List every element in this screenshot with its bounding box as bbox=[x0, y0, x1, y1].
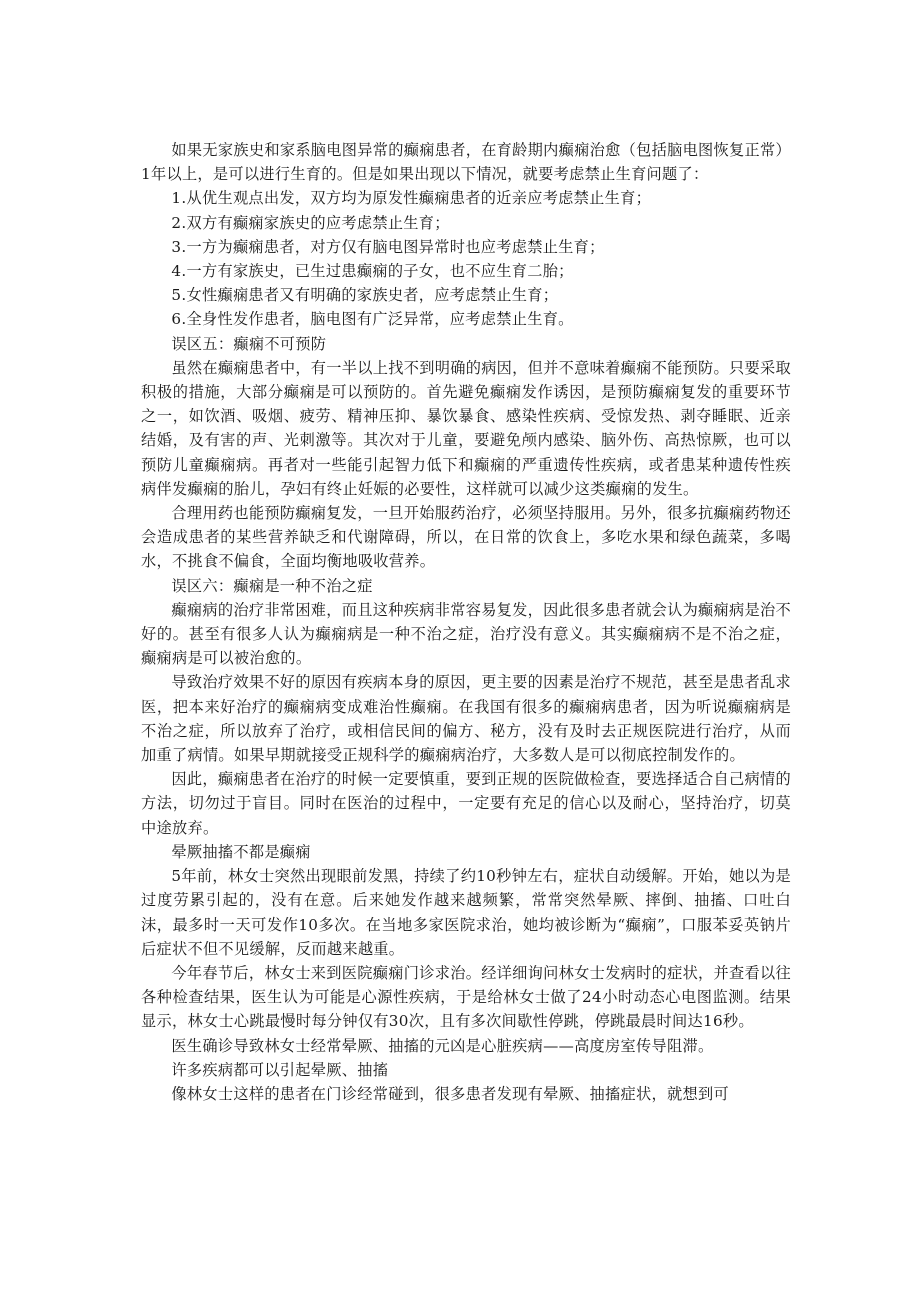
body-paragraph: 因此，癫痫患者在治疗的时候一定要慎重，要到正规的医院做检查，要选择适合自己病情的方法，切勿过于盲目。同时在医治的过程中，一定要有充足的信心以及耐心，坚持治疗，切莫中途放弃。 bbox=[141, 770, 791, 837]
body-paragraph: 像林女士这样的患者在门诊经常碰到，很多患者发现有晕厥、抽搐症状，就想到可 bbox=[171, 1084, 729, 1103]
body-paragraph: 癫痫病的治疗非常困难，而且这种疾病非常容易复发，因此很多患者就会认为癫痫病是治不好的。甚至有很多人认为癫痫病是一种不治之症，治疗没有意义。其实癫痫病不是不治之症，癫痫病是可以被治愈的。 bbox=[141, 600, 791, 668]
section-heading-causes: 许多疾病都可以引起晕厥、抽搐 bbox=[171, 1060, 389, 1079]
section-heading-myth-5: 误区五：癫痫不可预防 bbox=[171, 334, 327, 353]
list-item-3: 3.一方为癫痫患者，对方仅有脑电图异常时也应考虑禁止生育； bbox=[171, 237, 605, 256]
document-page bbox=[141, 138, 791, 1106]
section-heading-syncope: 晕厥抽搐不都是癫痫 bbox=[171, 842, 311, 861]
section-heading-myth-6: 误区六：癫痫是一种不治之症 bbox=[171, 576, 373, 595]
body-paragraph: 导致治疗效果不好的原因有疾病本身的原因，更主要的因素是治疗不规范，甚至是患者乱求医，把本来好治疗的癫痫病变成难治性癫痫。在我国有很多的癫痫病患者，因为听说癫痫病是不治之症，所以放弃了治疗，或相信民间的偏方、秘方，没有及时去正规医院进行治疗，从而加重了病情。如果早期就接受正规科学的癫痫病治疗，大多数人是可以彻底控制发作的。 bbox=[141, 673, 791, 765]
list-item-1: 1.从优生观点出发，双方均为原发性癫痫患者的近亲应考虑禁止生育； bbox=[171, 189, 652, 208]
body-paragraph: 虽然在癫痫患者中，有一半以上找不到明确的病因，但并不意味着癫痫不能预防。只要采取积极的措施，大部分癫痫是可以预防的。首先避免癫痫发作诱因，是预防癫痫复发的重要环节之一，如饮酒、吸烟、疲劳、精神压抑、暴饮暴食、感染性疾病、受惊发热、剥夺睡眠、近亲结婚，及有害的声、光刺激等。其次对于儿童，要避免颅内感染、脑外伤、高热惊厥，也可以预防儿童癫痫病。再者对一些能引起智力低下和癫痫的严重遗传性疾病，或者患某种遗传性疾病伴发癫痫的胎儿，孕妇有终止妊娠的必要性，这样就可以减少这类癫痫的发生。 bbox=[141, 358, 791, 498]
list-item-5: 5.女性癫痫患者又有明确的家族史者，应考虑禁止生育； bbox=[171, 286, 559, 305]
list-item-6: 6.全身性发作患者，脑电图有广泛异常，应考虑禁止生育。 bbox=[171, 310, 574, 329]
body-paragraph: 医生确诊导致林女士经常晕厥、抽搐的元凶是心脏疾病——高度房室传导阻滞。 bbox=[171, 1036, 714, 1055]
body-paragraph: 5年前，林女士突然出现眼前发黑，持续了约10秒钟左右，症状自动缓解。开始，她以为是过度劳累引起的，没有在意。后来她发作越来越频繁，常常突然晕厥、摔倒、抽搐、口吐白沫，最多时一天可发作10多次。在当地多家医院求治，她均被诊断为“癫痫”，口服苯妥英钠片后症状不但不见缓解，反而越来越重。 bbox=[141, 867, 791, 958]
intro-paragraph: 如果无家族史和家系脑电图异常的癫痫患者，在育龄期内癫痫治愈（包括脑电图恢复正常）1年以上，是可以进行生育的。但是如果出现以下情况，就要考虑禁止生育问题了： bbox=[141, 141, 791, 184]
list-item-4: 4.一方有家族史，已生过患癫痫的子女，也不应生育二胎； bbox=[171, 262, 574, 281]
list-item-2: 2.双方有癫痫家族史的应考虑禁止生育； bbox=[171, 213, 450, 232]
body-paragraph: 合理用药也能预防癫痫复发，一旦开始服药治疗，必须坚持服用。另外，很多抗癫痫药物还会造成患者的某些营养缺乏和代谢障碍，所以，在日常的饮食上，多吃水果和绿色蔬菜，多喝水，不挑食不偏食，全面均衡地吸收营养。 bbox=[141, 504, 791, 571]
body-paragraph: 今年春节后，林女士来到医院癫痫门诊求治。经详细询问林女士发病时的症状，并查看以往各种检查结果，医生认为可能是心源性疾病，于是给林女士做了24小时动态心电图监测。结果显示，林女士心跳最慢时每分钟仅有30次，且有多次间歇性停跳，停跳最晨时间达16秒。 bbox=[141, 963, 791, 1031]
